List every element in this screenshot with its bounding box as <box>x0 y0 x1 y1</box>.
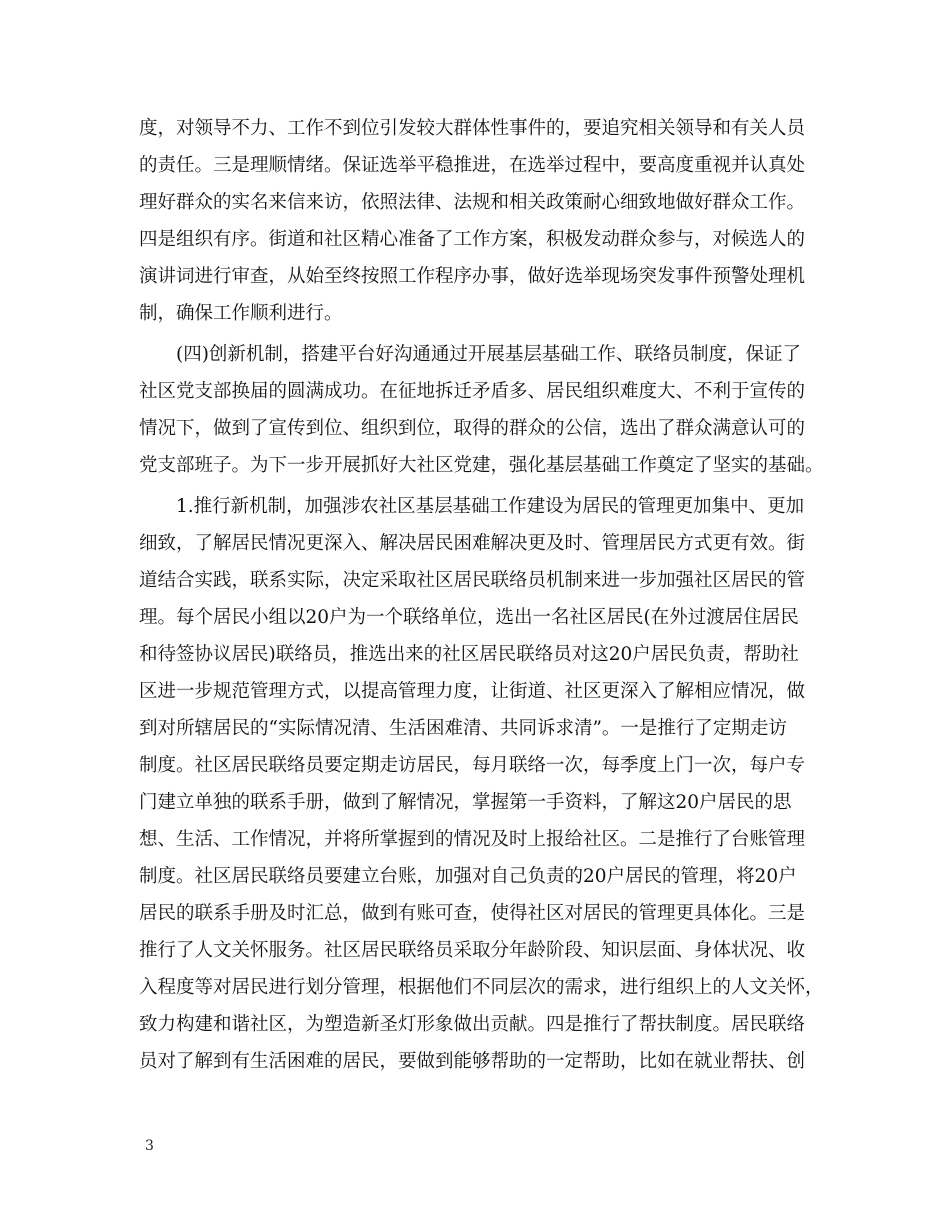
text-line: 度，对领导不力、工作不到位引发较大群体性事件的，要追究相关领导和有关人员 <box>139 118 806 139</box>
text-line: 1.推行新机制，加强涉农社区基层基础工作建设为居民的管理更加集中、更加 <box>176 496 805 517</box>
text-line: 的责任。三是理顺情绪。保证选举平稳推进，在选举过程中，要高度重视并认真处 <box>139 155 806 176</box>
text-line: 社区党支部换届的圆满成功。在征地拆迁矛盾多、居民组织难度大、不利于宣传的 <box>139 381 806 402</box>
page-number: 3 <box>145 1138 154 1154</box>
text-line: 四是组织有序。街道和社区精心准备了工作方案，积极发动群众参与，对候选人的 <box>139 229 806 250</box>
text-line: 和待签协议居民)联络员，推选出来的社区居民联络员对这20户居民负责，帮助社 <box>139 644 799 665</box>
text-line: 制度。社区居民联络员要定期走访居民，每月联络一次，每季度上门一次，每户专 <box>139 755 806 776</box>
text-line: 理。每个居民小组以20户为一个联络单位，选出一名社区居民(在外过渡居住居民 <box>139 607 799 628</box>
text-line: 想、生活、工作情况，并将所掌握到的情况及时上报给社区。二是推行了台账管理 <box>139 829 806 850</box>
text-line: 党支部班子。为下一步开展抓好大社区党建，强化基层基础工作奠定了坚实的基础。 <box>139 455 824 476</box>
text-line: 门建立单独的联系手册，做到了解情况，掌握第一手资料，了解这20户居民的思 <box>139 792 792 813</box>
text-line: 理好群众的实名来信来访，依照法律、法规和相关政策耐心细致地做好群众工作。 <box>139 192 806 213</box>
text-line: 入程度等对居民进行划分管理，根据他们不同层次的需求，进行组织上的人文关怀， <box>139 977 824 998</box>
text-line: 情况下，做到了宣传到位、组织到位，取得的群众的公信，选出了群众满意认可的 <box>139 418 806 439</box>
text-line: 员对了解到有生活困难的居民，要做到能够帮助的一定帮助，比如在就业帮扶、创 <box>139 1051 806 1072</box>
text-line: 到对所辖居民的“实际情况清、生活困难清、共同诉求清”。一是推行了定期走访 <box>139 718 787 739</box>
text-line: 推行了人文关怀服务。社区居民联络员采取分年龄阶段、知识层面、身体状况、收 <box>139 940 806 961</box>
body-text <box>139 110 824 1080</box>
text-line: 致力构建和谐社区，为塑造新圣灯形象做出贡献。四是推行了帮扶制度。居民联络 <box>139 1014 806 1035</box>
text-line: 细致，了解居民情况更深入、解决居民困难解决更及时、管理居民方式更有效。街 <box>139 533 806 554</box>
text-line: 居民的联系手册及时汇总，做到有账可查，使得社区对居民的管理更具体化。三是 <box>139 903 806 924</box>
text-line: (四)创新机制，搭建平台好沟通通过开展基层基础工作、联络员制度，保证了 <box>176 344 801 365</box>
text-line: 演讲词进行审查，从始至终按照工作程序办事，做好选举现场突发事件预警处理机 <box>139 266 806 287</box>
text-line: 区进一步规范管理方式，以提高管理力度，让街道、社区更深入了解相应情况，做 <box>139 681 806 702</box>
text-line: 道结合实践，联系实际，决定采取社区居民联络员机制来进一步加强社区居民的管 <box>139 570 806 591</box>
text-line: 制度。社区居民联络员要建立台账，加强对自己负责的20户居民的管理，将20户 <box>139 866 797 887</box>
text-line: 制，确保工作顺利进行。 <box>139 303 343 324</box>
